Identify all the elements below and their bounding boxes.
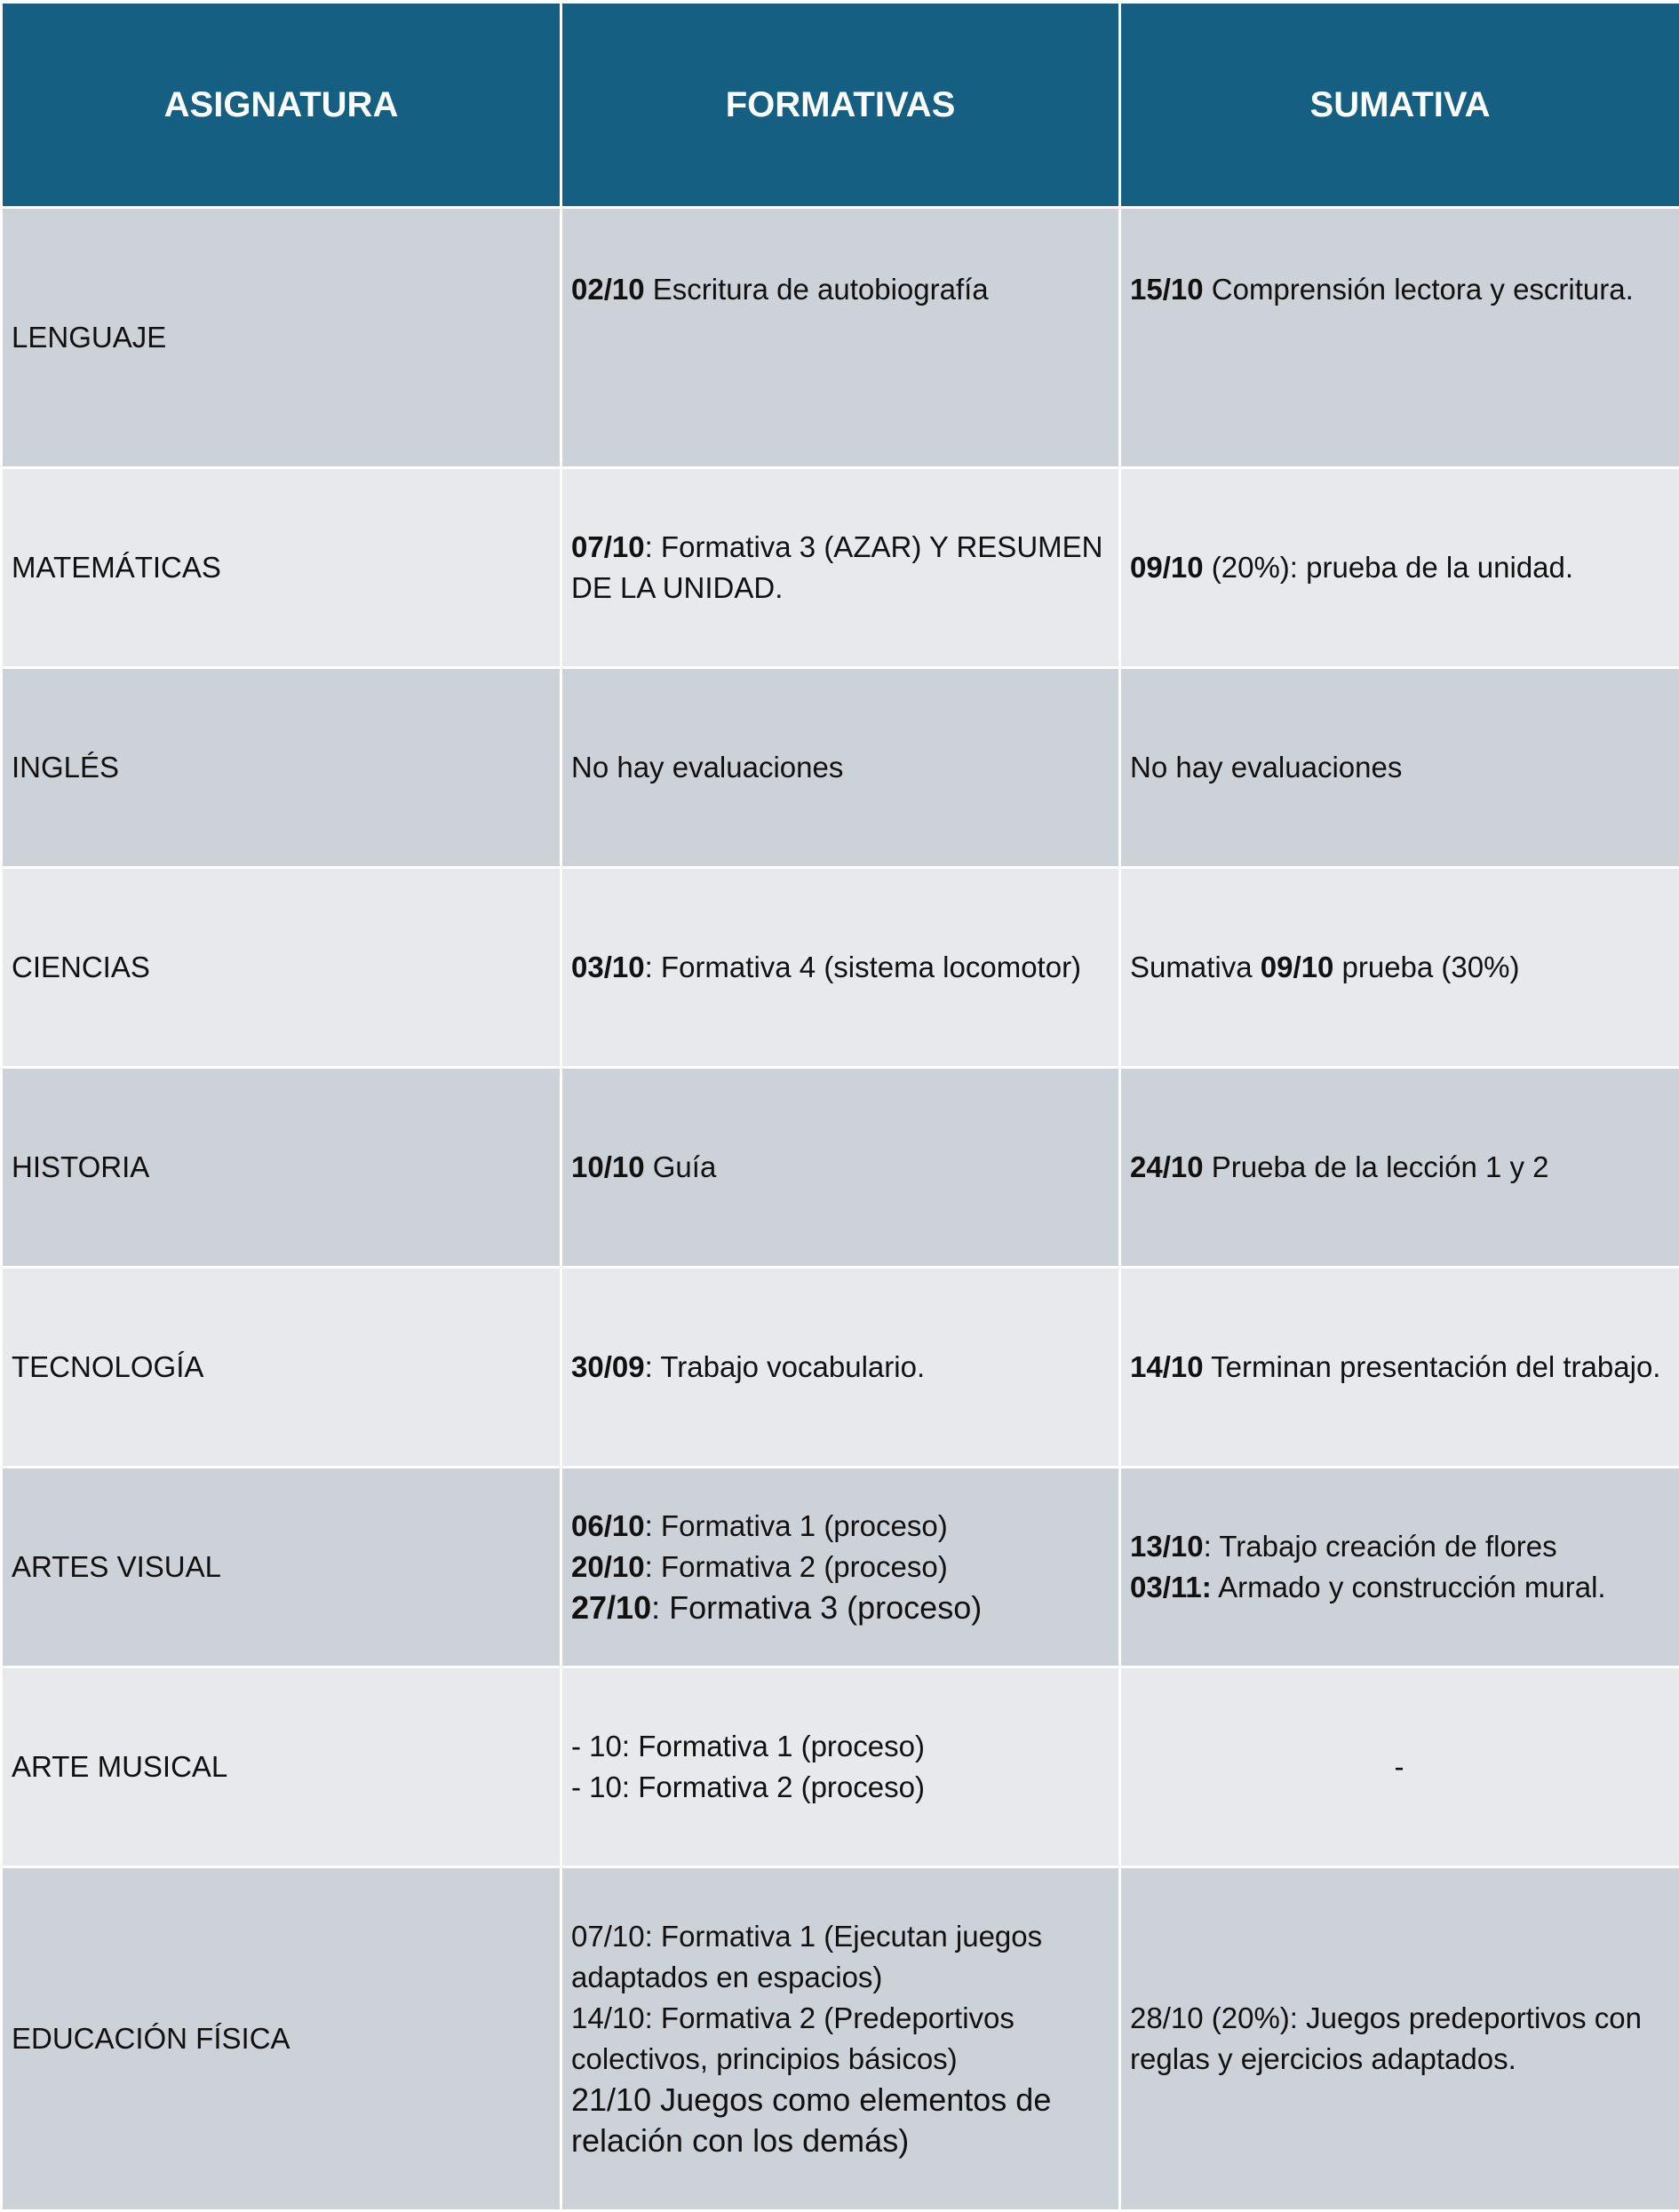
formative-text: : Formativa 3 (AZAR) Y RESUMEN DE LA UNIDAD. [571, 530, 1102, 604]
subject-cell: ARTES VISUAL [2, 1468, 561, 1667]
formative-cell [561, 468, 1120, 668]
formative-line: 07/10: Formativa 1 (Ejecutan juegos adaptados en espacios) [571, 1916, 1108, 1998]
formative-date: 30/09 [571, 1350, 645, 1383]
summative-date: 14/10 [1130, 1350, 1204, 1383]
formative-text: : Trabajo vocabulario. [645, 1350, 926, 1383]
table-row [2, 668, 1679, 868]
subject-cell: EDUCACIÓN FÍSICA [2, 1867, 561, 2211]
summative-text: prueba (30%) [1333, 951, 1519, 983]
formative-text: Guía [645, 1150, 717, 1183]
summative-cell [1120, 208, 1679, 468]
summative-text: : Trabajo creación de flores [1204, 1530, 1557, 1563]
table-row [2, 208, 1679, 468]
formative-date: 06/10 [571, 1509, 645, 1542]
summative-cell [1120, 1867, 1679, 2211]
formative-cell [561, 208, 1120, 468]
formative-cell [561, 1667, 1120, 1867]
formative-text: : Formativa 4 (sistema locomotor) [645, 951, 1081, 983]
summative-date: 13/10 [1130, 1530, 1204, 1563]
formative-text: : Formativa 2 (proceso) [645, 1550, 948, 1583]
table-row [2, 1268, 1679, 1468]
header-formative: FORMATIVAS [561, 4, 1120, 208]
formative-cell [561, 1867, 1120, 2211]
formative-date: 02/10 [571, 273, 645, 306]
formative-cell [561, 1468, 1120, 1667]
formative-text: : Formativa 3 (proceso) [651, 1589, 982, 1626]
summative-text: No hay evaluaciones [1130, 751, 1402, 784]
subject-cell: INGLÉS [2, 668, 561, 868]
formative-text: No hay evaluaciones [571, 751, 843, 784]
summative-prefix: Sumativa [1130, 951, 1261, 983]
table-row [2, 468, 1679, 668]
summative-text: (20%): prueba de la unidad. [1204, 551, 1573, 584]
subject-cell: CIENCIAS [2, 868, 561, 1068]
formative-text: : Formativa 1 (proceso) [645, 1509, 948, 1542]
summative-text: - [1395, 1750, 1404, 1783]
formative-cell [561, 1068, 1120, 1268]
formative-date: 20/10 [571, 1550, 645, 1583]
summative-cell [1120, 868, 1679, 1068]
subject-cell: LENGUAJE [2, 208, 561, 468]
header-subject: ASIGNATURA [2, 4, 561, 208]
summative-date: 09/10 [1130, 551, 1204, 584]
formative-date: 10/10 [571, 1150, 645, 1183]
summative-cell [1120, 668, 1679, 868]
summative-text: Prueba de la lección 1 y 2 [1204, 1150, 1549, 1183]
formative-cell [561, 868, 1120, 1068]
formative-cell [561, 1268, 1120, 1468]
summative-date: 03/11: [1130, 1571, 1212, 1603]
summative-text: Armado y construcción mural. [1212, 1571, 1606, 1603]
summative-date: 09/10 [1261, 951, 1334, 983]
formative-text: Escritura de autobiografía [645, 273, 989, 306]
summative-date: 24/10 [1130, 1150, 1204, 1183]
formative-line: 14/10: Formativa 2 (Predeportivos colectivos, principios básicos) [571, 1998, 1108, 2080]
table-row [2, 1667, 1679, 1867]
formative-cell [561, 668, 1120, 868]
summative-text: Comprensión lectora y escritura. [1204, 273, 1634, 306]
summative-line [1130, 1526, 1668, 1567]
formative-date: 27/10 [571, 1589, 651, 1626]
summative-cell [1120, 1068, 1679, 1268]
table-row [2, 1867, 1679, 2211]
summative-cell [1120, 1667, 1679, 1867]
summative-text: Terminan presentación del trabajo. [1204, 1350, 1661, 1383]
header-summative: SUMATIVA [1120, 4, 1679, 208]
formative-line: - 10: Formativa 2 (proceso) [571, 1767, 1108, 1808]
formative-line [571, 1587, 1108, 1628]
formative-line [571, 1506, 1108, 1547]
table-row [2, 1068, 1679, 1268]
summative-line [1130, 1567, 1668, 1608]
summative-cell [1120, 1268, 1679, 1468]
formative-line [571, 1547, 1108, 1587]
subject-cell: TECNOLOGÍA [2, 1268, 561, 1468]
formative-line: - 10: Formativa 1 (proceso) [571, 1726, 1108, 1767]
table-row [2, 1468, 1679, 1667]
table-row [2, 868, 1679, 1068]
subject-cell: MATEMÁTICAS [2, 468, 561, 668]
subject-cell: ARTE MUSICAL [2, 1667, 561, 1867]
summative-cell [1120, 1468, 1679, 1667]
formative-line: 21/10 Juegos como elementos de relación con los demás) [571, 2080, 1108, 2161]
evaluation-schedule-table [0, 4, 1679, 2212]
formative-date: 07/10 [571, 530, 645, 563]
summative-date: 15/10 [1130, 273, 1204, 306]
summative-text: 28/10 (20%): Juegos predeportivos con reglas y ejercicios adaptados. [1130, 2001, 1642, 2075]
table-header-row [2, 4, 1679, 208]
summative-cell [1120, 468, 1679, 668]
subject-cell: HISTORIA [2, 1068, 561, 1268]
formative-date: 03/10 [571, 951, 645, 983]
